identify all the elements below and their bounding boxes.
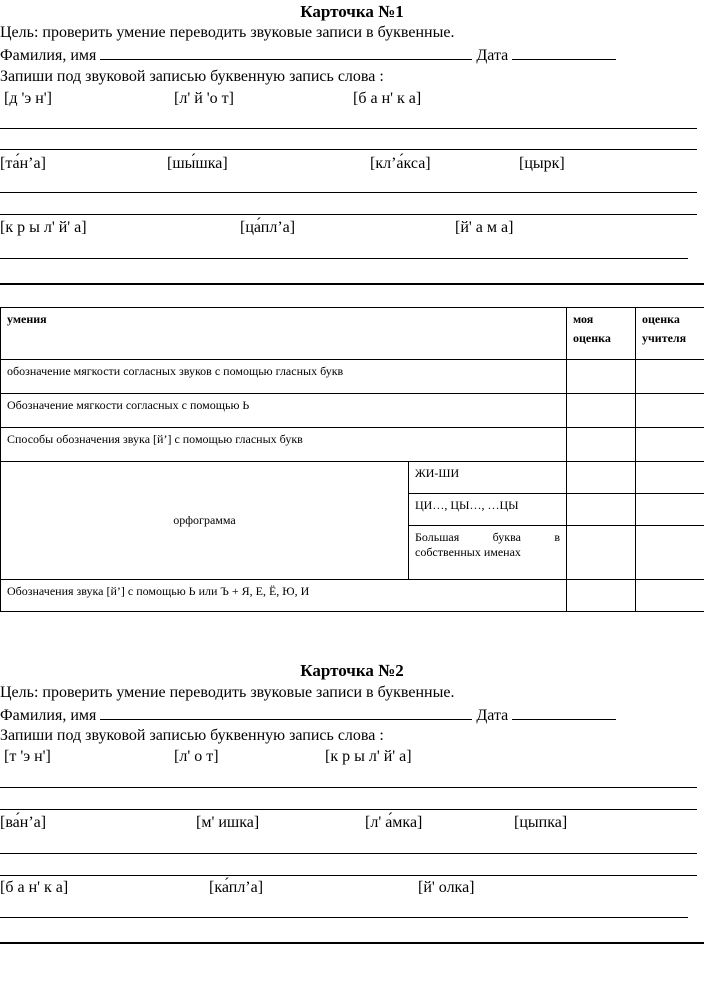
my-score-cell[interactable] — [567, 428, 636, 462]
card2-word: [ка́пл’а] — [209, 879, 264, 896]
card1-word: [шы́шка] — [167, 155, 228, 172]
card2-title: Карточка №2 — [300, 661, 404, 680]
separator — [0, 942, 704, 944]
card1-goal: Цель: проверить умение переводить звуковые записи в буквенные. — [0, 24, 455, 41]
card1-word: [д 'э н'] — [4, 90, 52, 107]
my-score-cell[interactable] — [567, 462, 636, 494]
card2-word: [ва́н’а] — [0, 814, 47, 831]
card1-word: [кл’а́кса] — [370, 155, 431, 172]
orthogram-sub-capital: Большая буква в собственных именах — [409, 526, 567, 580]
orthogram-sub: ЦИ…, ЦЫ…, …ЦЫ — [409, 494, 567, 526]
card2-word: [м' ишка] — [196, 814, 260, 831]
card1-word: [л' й 'о т] — [174, 90, 234, 107]
card2-date-label: Дата — [476, 707, 509, 724]
card1-name-field[interactable] — [100, 45, 472, 60]
card2-date-field[interactable] — [512, 705, 616, 720]
card1-name-label: Фамилия, имя — [0, 47, 97, 64]
card1-answer-line[interactable] — [0, 214, 697, 215]
header-skills: умения — [1, 308, 567, 360]
card1-word: [й' а м а] — [455, 219, 514, 236]
card2-name-label: Фамилия, имя — [0, 707, 97, 724]
card2-answer-line[interactable] — [0, 917, 688, 918]
my-score-cell[interactable] — [567, 394, 636, 428]
card1-word: [та́н’а] — [0, 155, 46, 172]
card1-date-label: Дата — [476, 47, 509, 64]
card1-word: [б а н' к а] — [353, 90, 422, 107]
card2-word: [б а н' к а] — [0, 879, 69, 896]
header-my-score: моя оценка — [567, 308, 636, 360]
card2-name-row — [0, 705, 616, 725]
my-score-cell[interactable] — [567, 526, 636, 580]
skill-row: Обозначение мягкости согласных с помощью Ь — [1, 394, 567, 428]
card1-word: [цырк] — [519, 155, 565, 172]
skill-row: Способы обозначения звука [й’] с помощью гласных букв — [1, 428, 567, 462]
card2-goal: Цель: проверить умение переводить звуковые записи в буквенные. — [0, 684, 455, 701]
card1-date-field[interactable] — [512, 45, 616, 60]
teacher-score-cell[interactable] — [636, 360, 704, 394]
teacher-score-cell[interactable] — [636, 394, 704, 428]
card2-answer-line[interactable] — [0, 809, 697, 810]
card2-word: [к р ы л' й' а] — [325, 748, 412, 765]
card1-instruction: Запиши под звуковой записью буквенную запись слова : — [0, 68, 384, 85]
my-score-cell[interactable] — [567, 494, 636, 526]
card1-word: [к р ы л' й' а] — [0, 219, 87, 236]
teacher-score-cell[interactable] — [636, 428, 704, 462]
card2-instruction: Запиши под звуковой записью буквенную запись слова : — [0, 727, 384, 744]
card1-word: [ца́пл’а] — [240, 219, 296, 236]
header-teacher-score: оценка учителя — [636, 308, 704, 360]
orthogram-cell: орфограмма — [1, 462, 409, 580]
card2-word: [л' а́мка] — [365, 814, 423, 831]
card1-answer-line[interactable] — [0, 149, 697, 150]
card2-answer-line[interactable] — [0, 853, 697, 854]
skill-row: Обозначения звука [й’] с помощью Ь или Ъ + Я, Е, Ё, Ю, И — [1, 580, 567, 612]
teacher-score-cell[interactable] — [636, 580, 704, 612]
card2-answer-line[interactable] — [0, 787, 697, 788]
card1-name-row — [0, 45, 616, 65]
card1-answer-line[interactable] — [0, 128, 697, 129]
card2-answer-line[interactable] — [0, 875, 697, 876]
skills-table — [0, 307, 704, 612]
orthogram-sub: ЖИ-ШИ — [409, 462, 567, 494]
card2-name-field[interactable] — [100, 705, 472, 720]
my-score-cell[interactable] — [567, 580, 636, 612]
my-score-cell[interactable] — [567, 360, 636, 394]
card2-word: [л' о т] — [174, 748, 219, 765]
card1-answer-line[interactable] — [0, 258, 688, 259]
skill-row: обозначение мягкости согласных звуков с помощью гласных букв — [1, 360, 567, 394]
separator — [0, 283, 704, 285]
card1-answer-line[interactable] — [0, 192, 697, 193]
teacher-score-cell[interactable] — [636, 462, 704, 494]
teacher-score-cell[interactable] — [636, 494, 704, 526]
teacher-score-cell[interactable] — [636, 526, 704, 580]
card1-title: Карточка №1 — [300, 2, 404, 21]
card2-word: [й' олка] — [418, 879, 475, 896]
card2-word: [цыпка] — [514, 814, 568, 831]
card2-word: [т 'э н'] — [4, 748, 51, 765]
